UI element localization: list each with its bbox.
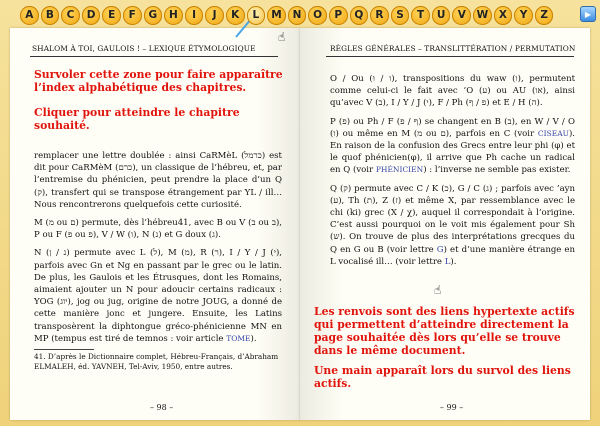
link-ciseau[interactable]: CISEAU [537,128,569,138]
page-number-left: – 98 – [150,403,174,412]
alphabet-letter-j[interactable]: J [205,6,224,25]
paragraph-text: ). [450,256,457,267]
alphabet-letter-e[interactable]: E [102,6,121,25]
alphabet-letter-l[interactable]: L [247,6,266,25]
help-note-links [314,305,576,397]
alphabet-letter-h[interactable]: H [164,6,183,25]
alphabet-index-bar [20,6,566,28]
alphabet-letter-r[interactable]: R [370,6,389,25]
header-rule [30,56,278,57]
paragraph-text: P (פ) ou Ph / F (ף / פ) se changent en B (ב), en W / V / O (ו) ou même en M (מ ou ם), parfois en C (voir [330,116,576,139]
paragraph-text: ) et d’une manière étrange en L vocalisé ill… (voir lettre [330,244,575,267]
paragraph-carmel: remplacer une lettre doublée : ainsi CaRMèL (כרמל) est dit pour CaRMèM (כרם), un classique de l’hébreu, et, par l’entremise du phénicien, peut prendre la place d’un Q (ק), transfert qui se transpose étrangement par YL / ill… Nous rencontrerons quelquefois cette curiosité. [34,151,282,210]
alphabet-letter-o[interactable]: O [308,6,327,25]
page-number-right: – 99 – [440,403,464,412]
hand-pointer-icon: ☝ [278,30,286,44]
link-letter-g[interactable]: G [436,244,444,255]
alphabet-letter-c[interactable]: C [61,6,80,25]
paragraph-m-permutation: M (מ ou ם) permute, dès l’hébreu41, avec B ou V (ב ou ב), P ou F (פ ou פ), V / W (ו), N (נ) et G doux (ג). [34,218,282,241]
alphabet-letter-i[interactable]: I [185,6,204,25]
paragraph-text-end: ). [250,333,257,344]
alphabet-letter-n[interactable]: N [288,6,307,25]
help-note-hand-text: Une main apparaît lors du survol des liens actifs. [314,364,571,390]
alphabet-letter-z[interactable]: Z [535,6,554,25]
right-page [300,28,590,420]
alphabet-letter-f[interactable]: F [123,6,142,25]
alphabet-letter-d[interactable]: D [82,6,101,25]
alphabet-letter-p[interactable]: P [329,6,348,25]
alphabet-letter-g[interactable]: G [144,6,163,25]
alphabet-letter-u[interactable]: U [432,6,451,25]
alphabet-letter-a[interactable]: A [20,6,39,25]
play-icon[interactable]: ▶ [580,6,596,22]
paragraph-n-permutation [34,247,282,345]
footnote: 41. D’après le Dictionnaire complet, Hébreu-Français, d’Abraham ELMALEH, éd. YAVNEH, Tel-Aviv, 1950, entre autres. [34,352,279,371]
link-letter-l[interactable]: L [444,256,451,267]
alphabet-letter-v[interactable]: V [452,6,471,25]
paragraph-o-ou: O / Ou (ו / וּ), transpositions du waw (ו), permutent comme celui-ci le fait avec ’O (ע) ou AU (או), ainsi qu’avec V (ב), I / Y / J (י), F / Ph (פ / ף) et E / H (ה). [330,74,576,109]
paragraph-text: Q (ק) permute avec C / K (כ), G / C (ג) ; parfois avec ’ayn (ע), Th (ת), Z (ז) et même X, par ressemblance avec le chi (ki) grec (X / χ), auquel il correspondait à l’origine. C’est aussi pourquoi on le voit mis également pour Sh (ש). On trouve de plus des interprétations grecques du Q en G ou B (voir lettre [330,183,576,255]
link-tome[interactable]: TOME [226,333,251,343]
alphabet-letter-k[interactable]: K [226,6,245,25]
paragraph-p-ph [330,116,575,177]
alphabet-letter-x[interactable]: X [494,6,513,25]
link-phenicien[interactable]: PHÉNICIEN [375,165,424,175]
paragraph-text: ) : l’inverse ne semble pas exister. [423,165,571,176]
alphabet-letter-y[interactable]: Y [514,6,533,25]
hand-pointer-icon: ☝ [434,283,442,297]
left-running-head: SHALOM À TOI, GAULOIS ! – LEXIQUE ÉTYMOLOGIQUE [32,44,256,53]
alphabet-letter-t[interactable]: T [411,6,430,25]
alphabet-letter-m[interactable]: M [267,6,286,25]
alphabet-letter-w[interactable]: W [473,6,492,25]
help-note-links-text: Les renvois sont des liens hypertexte actifs qui permettent d’atteindre directement la page souhaitée dès lors qu’elle se trouve dans le même document. [314,305,575,357]
paragraph-text: N (נ / ן) permute avec L (ל), M (מ), R (ר), I / Y / J (י), parfois avec Gn et Ng en passant par le grec ou le latin. De plus, les Gaulois et les Étrusques, dont les Romains, aimaient ajouter un N pour adoucir certains radicaux : YOG (יוג), jog ou jug, origine de notre JOUG, a donné de cette manière jonc et jungere. Ensuite, les Latins transposèrent la diphtongue gréco-phénicienne MN en MP (tempus est tiré de temnos : voir article [34,248,282,344]
left-page [10,28,300,420]
paragraph-text: ). En raison de la confusion des Grecs entre leur phi (φ) et le quof phénicien(φ), il arrive que Ph cache un radical en Q (voir [330,128,575,176]
right-body-text [330,73,575,274]
right-running-head: RÈGLES GÉNÉRALES – TRANSLITTÉRATION / PERMUTATION [330,44,576,53]
header-rule [326,56,574,57]
footnote-rule [34,349,94,350]
alphabet-letter-s[interactable]: S [391,6,410,25]
paragraph-q [330,183,575,268]
help-note-hover: Survoler cette zone pour faire apparaître l’index alphabétique des chapitres. [34,68,283,94]
help-note-click: Cliquer pour atteindre le chapitre souhaité. [34,106,240,132]
left-body-text [34,150,282,351]
alphabet-letter-q[interactable]: Q [350,6,369,25]
alphabet-letter-b[interactable]: B [41,6,60,25]
